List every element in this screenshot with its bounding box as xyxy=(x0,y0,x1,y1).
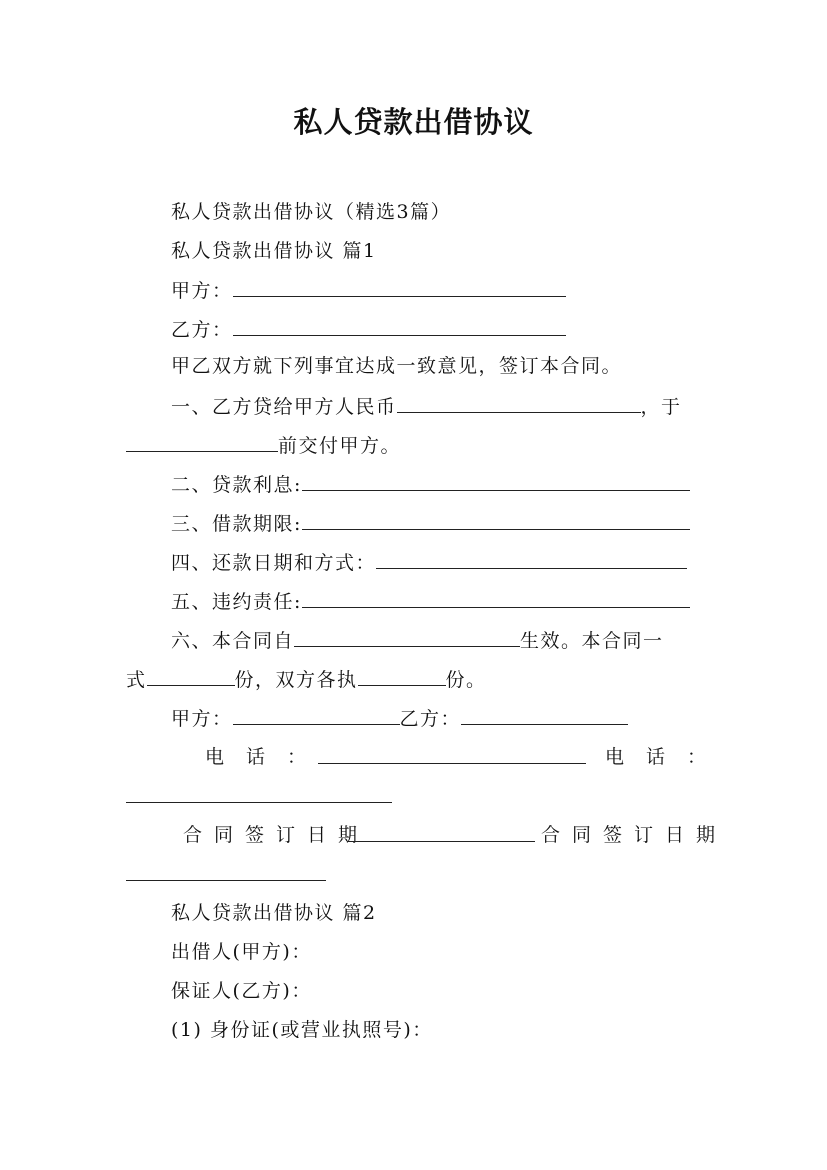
clause-6-text-c: 式 xyxy=(126,669,147,691)
clause-6-text-a: 六、本合同自 xyxy=(171,630,295,652)
liability-blank[interactable] xyxy=(302,589,690,608)
sig-party-a-blank[interactable] xyxy=(233,706,400,725)
sign-date-a-label: 合同签订日期 xyxy=(183,824,370,846)
signature-line xyxy=(171,706,628,731)
agreement-line: 甲乙双方就下列事宜达成一致意见，签订本合同。 xyxy=(171,355,623,377)
phone-a-label: 电 话 ： xyxy=(205,746,308,768)
phone-a-blank[interactable] xyxy=(318,745,586,764)
clause-1-line xyxy=(171,394,682,419)
copies-blank[interactable] xyxy=(147,667,235,686)
clause-1-text-b: ，于 xyxy=(640,396,682,418)
clause-6-text-e: 份。 xyxy=(445,669,487,691)
clause-6-text-b: 生效。本合同一 xyxy=(520,630,664,652)
id-line: (1) 身份证(或营业执照号)： xyxy=(171,1019,433,1041)
party-b-label: 乙方： xyxy=(171,319,233,341)
party-b-line xyxy=(171,317,566,342)
sig-party-b-label: 乙方： xyxy=(399,708,462,730)
sign-date-a-line xyxy=(347,823,535,848)
clause-1-text-c: 前交付甲方。 xyxy=(278,435,402,457)
clause-6-line xyxy=(171,628,664,653)
subtitle-line: 私人贷款出借协议（精选3篇） xyxy=(171,201,452,223)
copies-each-blank[interactable] xyxy=(358,667,446,686)
phone-b-blank[interactable] xyxy=(126,784,392,803)
sig-party-b-blank[interactable] xyxy=(461,706,628,725)
sign-date-b-line xyxy=(126,862,326,887)
document-title: 私人贷款出借协议 xyxy=(293,105,534,139)
term-blank[interactable] xyxy=(302,511,690,530)
sign-date-b-blank[interactable] xyxy=(126,862,326,881)
clause-2-line xyxy=(171,472,690,497)
clause-3-line xyxy=(171,511,690,536)
repayment-blank[interactable] xyxy=(376,550,687,569)
clause-4-line xyxy=(171,550,687,575)
phone-a-line xyxy=(318,745,586,770)
clause-5-line xyxy=(171,589,690,614)
sign-date-a-blank[interactable] xyxy=(347,823,535,842)
sig-party-a-label: 甲方： xyxy=(171,708,233,730)
party-a-blank[interactable] xyxy=(233,278,566,297)
section-heading-1: 私人贷款出借协议 篇1 xyxy=(171,240,377,262)
clause-6-text-d: 份，双方各执 xyxy=(234,669,358,691)
clause-5-label: 五、违约责任: xyxy=(171,591,302,613)
section-heading-2: 私人贷款出借协议 篇2 xyxy=(171,902,377,924)
effective-date-blank[interactable] xyxy=(294,628,520,647)
delivery-date-blank[interactable] xyxy=(126,433,278,452)
interest-blank[interactable] xyxy=(302,472,690,491)
party-b-blank[interactable] xyxy=(233,317,566,336)
party-a-label: 甲方： xyxy=(171,280,233,302)
phone-b-line xyxy=(126,784,392,809)
lender-line: 出借人(甲方)： xyxy=(171,941,312,963)
clause-2-label: 二、贷款利息: xyxy=(171,474,302,496)
clause-1-line-2 xyxy=(126,433,401,458)
sign-date-b-label: 合同签订日期 xyxy=(541,824,728,846)
guarantor-line: 保证人(乙方)： xyxy=(171,980,312,1002)
clause-4-label: 四、还款日期和方式： xyxy=(171,552,377,574)
party-a-line xyxy=(171,278,566,303)
clause-1-text: 一、乙方贷给甲方人民币 xyxy=(171,396,397,418)
phone-b-label: 电 话 ： xyxy=(605,746,708,768)
clause-6-line-2 xyxy=(126,667,487,692)
amount-blank[interactable] xyxy=(397,394,641,413)
clause-3-label: 三、借款期限: xyxy=(171,513,302,535)
